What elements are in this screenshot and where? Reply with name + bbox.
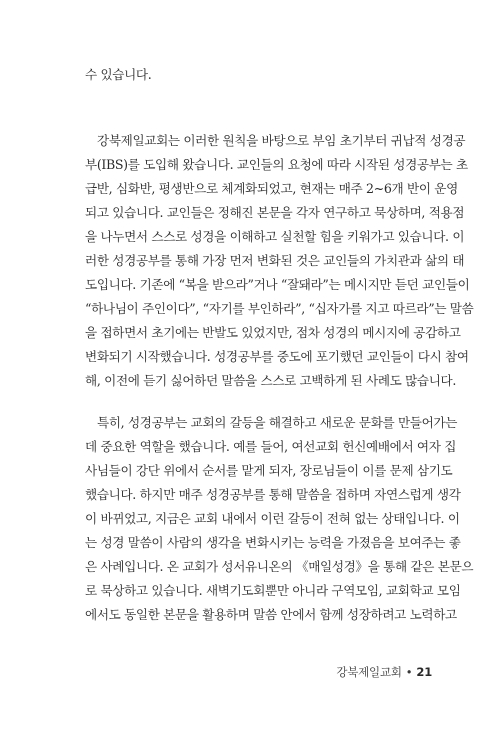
text-line: 특히, 성경공부는 교회의 갈등을 해결하고 새로운 문화를 만들어가는 bbox=[97, 415, 458, 430]
running-title: 강북제일교회 bbox=[336, 665, 402, 679]
text-line: 강북제일교회는 이러한 원칙을 바탕으로 부임 초기부터 귀납적 성경공 bbox=[97, 133, 466, 148]
text-line: 이 바뀌었고, 지금은 교회 내에서 이런 갈등이 전혀 없는 상태입니다. 이 bbox=[85, 511, 460, 526]
text-line: 에서도 동일한 본문을 활용하며 말씀 안에서 함께 성장하려고 노력하고 bbox=[85, 607, 457, 622]
paragraph-continuation bbox=[85, 63, 434, 87]
text-line: 을 나누면서 스스로 성경을 이해하고 실천할 힘을 키워가고 있습니다. 이 bbox=[85, 229, 465, 244]
text-line: 도입니다. 기존에 “복을 받으라”거나 “잘돼라”는 메시지만 듣던 교인들이 bbox=[85, 277, 470, 292]
text-line: 러한 성경공부를 통해 가장 먼저 변화된 것은 교인들의 가치관과 삶의 태 bbox=[85, 253, 465, 268]
text-line: 변화되기 시작했습니다. 성경공부를 중도에 포기했던 교인들이 다시 참여 bbox=[85, 349, 469, 364]
paragraph-conflict-resolution bbox=[85, 411, 474, 627]
page-number: 21 bbox=[416, 665, 432, 679]
text-line: 수 있습니다. bbox=[85, 67, 152, 82]
footer-separator: • bbox=[405, 665, 413, 679]
text-line: 부(IBS)를 도입해 왔습니다. 교인들의 요청에 따라 시작된 성경공부는 초 bbox=[85, 157, 468, 172]
page-footer bbox=[336, 664, 432, 680]
text-line: 해, 이전에 듣기 싫어하던 말씀을 스스로 고백하게 된 사례도 많습니다. bbox=[85, 373, 457, 388]
text-line: “하나님이 주인이다”, “자기를 부인하라”, “십자가를 지고 따르라”는 말씀 bbox=[85, 301, 474, 316]
text-line: 로 묵상하고 있습니다. 새벽기도회뿐만 아니라 구역모임, 교회학교 모임 bbox=[85, 583, 461, 598]
text-line: 을 접하면서 초기에는 반발도 있었지만, 점차 성경의 메시지에 공감하고 bbox=[85, 325, 461, 340]
paragraph-ibs-introduction bbox=[85, 129, 474, 393]
text-line: 했습니다. 하지만 매주 성경공부를 통해 말씀을 접하며 자연스럽게 생각 bbox=[85, 487, 461, 502]
text-line: 급반, 심화반, 평생반으로 체계화되었고, 현재는 매주 2~6개 반이 운영 bbox=[85, 181, 458, 196]
text-line: 데 중요한 역할을 했습니다. 예를 들어, 여선교회 헌신예배에서 여자 집 bbox=[85, 439, 457, 454]
text-line: 사님들이 강단 위에서 순서를 맡게 되자, 장로님들이 이를 문제 삼기도 bbox=[85, 463, 453, 478]
text-line: 은 사례입니다. 온 교회가 성서유니온의 《매일성경》을 통해 같은 본문으 bbox=[85, 559, 474, 574]
text-line: 되고 있습니다. 교인들은 정해진 본문을 각자 연구하고 묵상하며, 적용점 bbox=[85, 205, 465, 220]
text-line: 는 성경 말씀이 사람의 생각을 변화시키는 능력을 가졌음을 보여주는 좋 bbox=[85, 535, 461, 550]
